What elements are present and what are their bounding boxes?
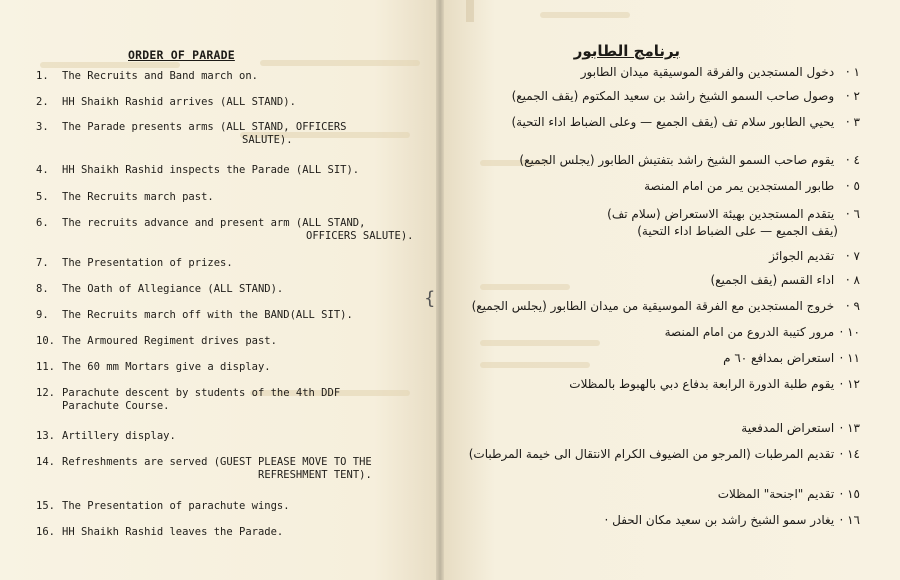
english-item: 15. The Presentation of parachute wings. [36, 500, 290, 512]
english-item: 6. The recruits advance and present arm (ALL STAND, OFFICERS SALUTE). [36, 217, 414, 242]
arabic-item: ٥ · طابور المستجدين يمر من امام المنصة [644, 179, 860, 193]
margin-bracket-mark: { [424, 288, 436, 309]
english-item: 5. The Recruits march past. [36, 191, 214, 203]
english-item: 13. Artillery display. [36, 430, 176, 442]
arabic-item: ١٦ · يغادر سمو الشيخ راشد بن سعيد مكان الحفل · [604, 513, 860, 527]
arabic-title: برنامج الطابور [573, 42, 680, 60]
arabic-item: ٩ · خروج المستجدين مع الفرقة الموسيقية من ميدان الطابور (يجلس الجميع) [471, 299, 860, 313]
bleed-through-mark [540, 12, 630, 18]
english-item: 12. Parachute descent by students of the 4th DDF Parachute Course. [36, 387, 341, 412]
arabic-item: ١ · دخول المستجدين والفرقة الموسيقية ميدان الطابور [580, 65, 860, 79]
english-item: 14. Refreshments are served (GUEST PLEASE MOVE TO THE REFRESHMENT TENT). [36, 456, 372, 481]
arabic-item: ٢ · وصول صاحب السمو الشيخ راشد بن سعيد المكتوم (يقف الجميع) [511, 89, 860, 103]
arabic-item: ٨ · اداء القسم (يقف الجميع) [710, 273, 860, 287]
arabic-item: ١٠ · مرور كتيبة الدروع من امام المنصة [664, 325, 860, 339]
english-item: 3. The Parade presents arms (ALL STAND, OFFICERS SALUTE). [36, 121, 347, 146]
arabic-item: ٧ · تقديم الجوائز [769, 249, 860, 263]
arabic-item: ١٥ · تقديم "اجنحة" المظلات [717, 487, 860, 501]
english-item: 1. The Recruits and Band march on. [36, 70, 258, 82]
bleed-through-mark [260, 60, 420, 66]
english-item: 11. The 60 mm Mortars give a display. [36, 361, 271, 373]
english-item: 2. HH Shaikh Rashid arrives (ALL STAND). [36, 96, 296, 108]
arabic-item: ١٤ · تقديم المرطبات (المرجو من الضيوف الكرام الانتقال الى خيمة المرطبات) [468, 447, 860, 461]
bleed-through-mark [466, 0, 474, 22]
arabic-item: ١١ · استعراض بمدافع ٦٠ م [723, 351, 860, 365]
bleed-through-mark [480, 340, 600, 346]
arabic-item: ٤ · يقوم صاحب السمو الشيخ راشد بتفتيش الطابور (يجلس الجميع) [519, 153, 860, 167]
arabic-item: ١٣ · استعراض المدفعية [741, 421, 860, 435]
english-item: 16. HH Shaikh Rashid leaves the Parade. [36, 526, 284, 538]
english-item: 10. The Armoured Regiment drives past. [36, 335, 277, 347]
arabic-item: ١٢ · يقوم طلبة الدورة الرابعة بدفاع دبي بالهبوط بالمظلات [569, 377, 860, 391]
bleed-through-mark [480, 284, 570, 290]
page-gutter [436, 0, 444, 580]
english-item: 7. The Presentation of prizes. [36, 257, 233, 269]
english-item: 8. The Oath of Allegiance (ALL STAND). [36, 283, 284, 295]
bleed-through-mark [480, 362, 590, 368]
bleed-through-mark [40, 62, 180, 68]
arabic-item: ٣ · يحيي الطابور سلام تف (يقف الجميع — وعلى الضباط اداء التحية) [511, 115, 860, 129]
english-item: 9. The Recruits march off with the BAND(ALL SIT). [36, 309, 353, 321]
arabic-item: ٦ · يتقدم المستجدين بهيئة الاستعراض (سلام تف) (يقف الجميع — على الضباط اداء التحية) [607, 207, 860, 238]
english-title: ORDER OF PARADE [128, 48, 235, 62]
english-item: 4. HH Shaikh Rashid inspects the Parade (ALL SIT). [36, 164, 360, 176]
